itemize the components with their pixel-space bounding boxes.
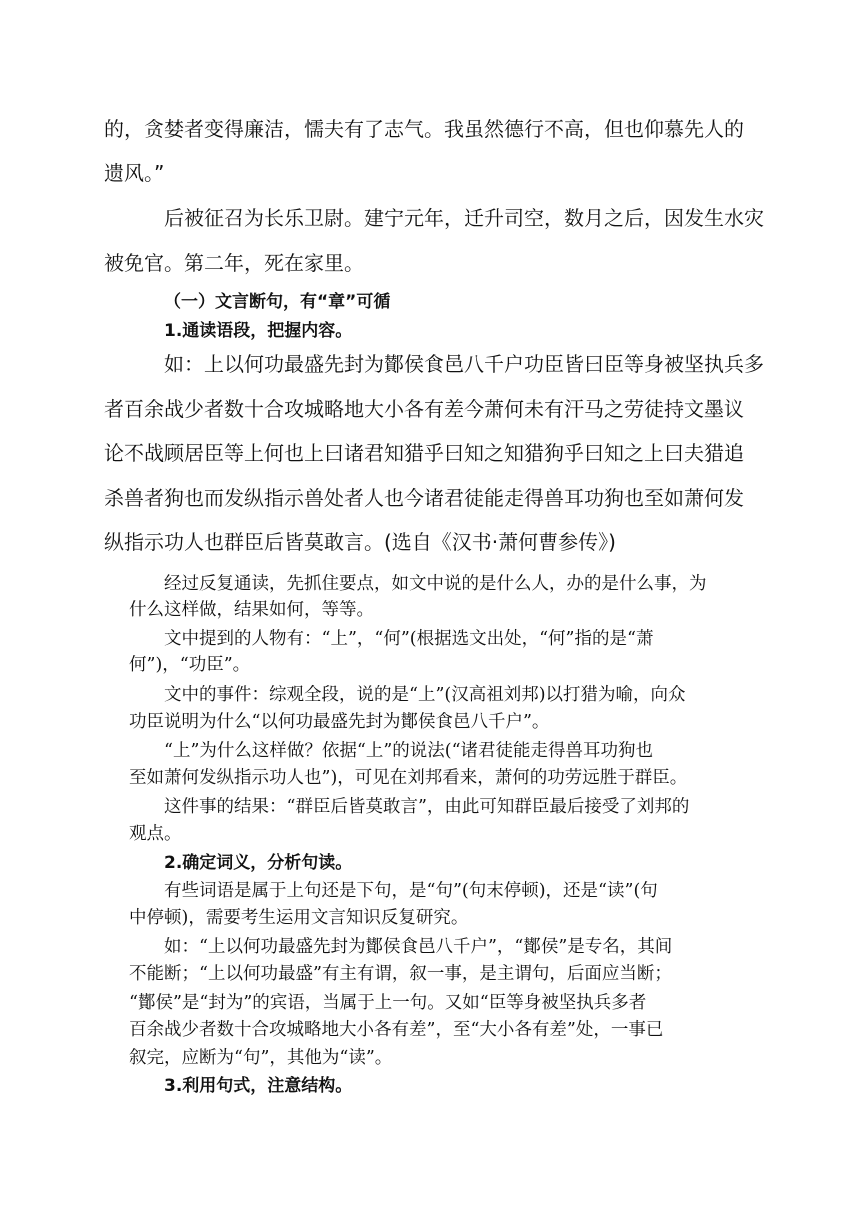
point2-line-4: 不能断；“上以何功最盛”有主有谓，叙一事，是主谓句，后面应当断； xyxy=(129,964,672,984)
analysis-line-3: 文中提到的人物有：“上”，“何”(根据选文出处，“何”指的是“萧 xyxy=(164,629,654,649)
example-line-4: 杀兽者狗也而发纵指示兽处者人也今诸君徒能走得兽耳功狗也至如萧何发 xyxy=(104,486,744,510)
analysis-line-9: 这件事的结果：“群臣后皆莫敢言”，由此可知群臣最后接受了刘邦的 xyxy=(164,797,690,817)
translation-line-3: 后被征召为长乐卫尉。建宁元年，迁升司空，数月之后，因发生水灾 xyxy=(164,206,764,230)
point3-title: 3.利用句式，注意结构。 xyxy=(164,1076,353,1096)
analysis-line-2: 什么这样做，结果如何，等等。 xyxy=(129,600,374,620)
point1-title: 1.通读语段，把握内容。 xyxy=(164,321,353,341)
analysis-line-1: 经过反复通读，先抓住要点，如文中说的是什么人，办的是什么事，为 xyxy=(164,574,707,594)
section-heading: （一）文言断句，有“章”可循 xyxy=(164,292,391,312)
analysis-line-4: 何”)，“功臣”。 xyxy=(129,655,251,675)
point2-line-7: 叙完，应断为“句”，其他为“读”。 xyxy=(129,1048,393,1068)
point2-line-1: 有些词语是属于上句还是下句，是“句”(句末停顿)，还是“读”(句 xyxy=(164,881,658,901)
example-line-2: 者百余战少者数十合攻城略地大小各有差今萧何未有汗马之劳徒持文墨议 xyxy=(104,397,744,421)
point2-line-3: 如：“上以何功最盛先封为鄼侯食邑八千户”，“鄼侯”是专名，其间 xyxy=(164,937,673,957)
point2-title: 2.确定词义，分析句读。 xyxy=(164,853,353,873)
analysis-line-8: 至如萧何发纵指示功人也”)，可见在刘邦看来，萧何的功劳远胜于群臣。 xyxy=(129,768,688,788)
example-line-1: 如：上以何功最盛先封为鄼侯食邑八千户功臣皆曰臣等身被坚执兵多 xyxy=(164,352,764,376)
point2-line-6: 百余战少者数十合攻城略地大小各有差”，至“大小各有差”处，一事已 xyxy=(129,1020,664,1040)
point2-line-2: 中停顿)，需要考生运用文言知识反复研究。 xyxy=(129,908,469,928)
analysis-line-5: 文中的事件：综观全段，说的是“上”(汉高祖刘邦)以打猎为喻，向众 xyxy=(164,685,686,705)
point2-line-5: “鄼侯”是“封为”的宾语，当属于上一句。又如“臣等身被坚执兵多者 xyxy=(129,993,647,1013)
analysis-line-6: 功臣说明为什么“以何功最盛先封为鄼侯食邑八千户”。 xyxy=(129,712,550,732)
example-line-5: 纵指示功人也群臣后皆莫敢言。(选自《汉书·萧何曹参传》) xyxy=(104,530,616,554)
analysis-line-10: 观点。 xyxy=(129,824,182,844)
translation-line-1: 的，贪婪者变得廉洁，懦夫有了志气。我虽然德行不高，但也仰慕先人的 xyxy=(104,117,744,141)
example-line-3: 论不战顾居臣等上何也上曰诸君知猎乎曰知之知猎狗乎曰知之上曰夫猎追 xyxy=(104,441,744,465)
analysis-line-7: “上”为什么这样做？依据“上”的说法(“诸君徒能走得兽耳功狗也 xyxy=(164,741,654,761)
translation-line-2: 遗风。” xyxy=(104,161,165,185)
translation-line-4: 被免官。第二年，死在家里。 xyxy=(104,251,364,275)
